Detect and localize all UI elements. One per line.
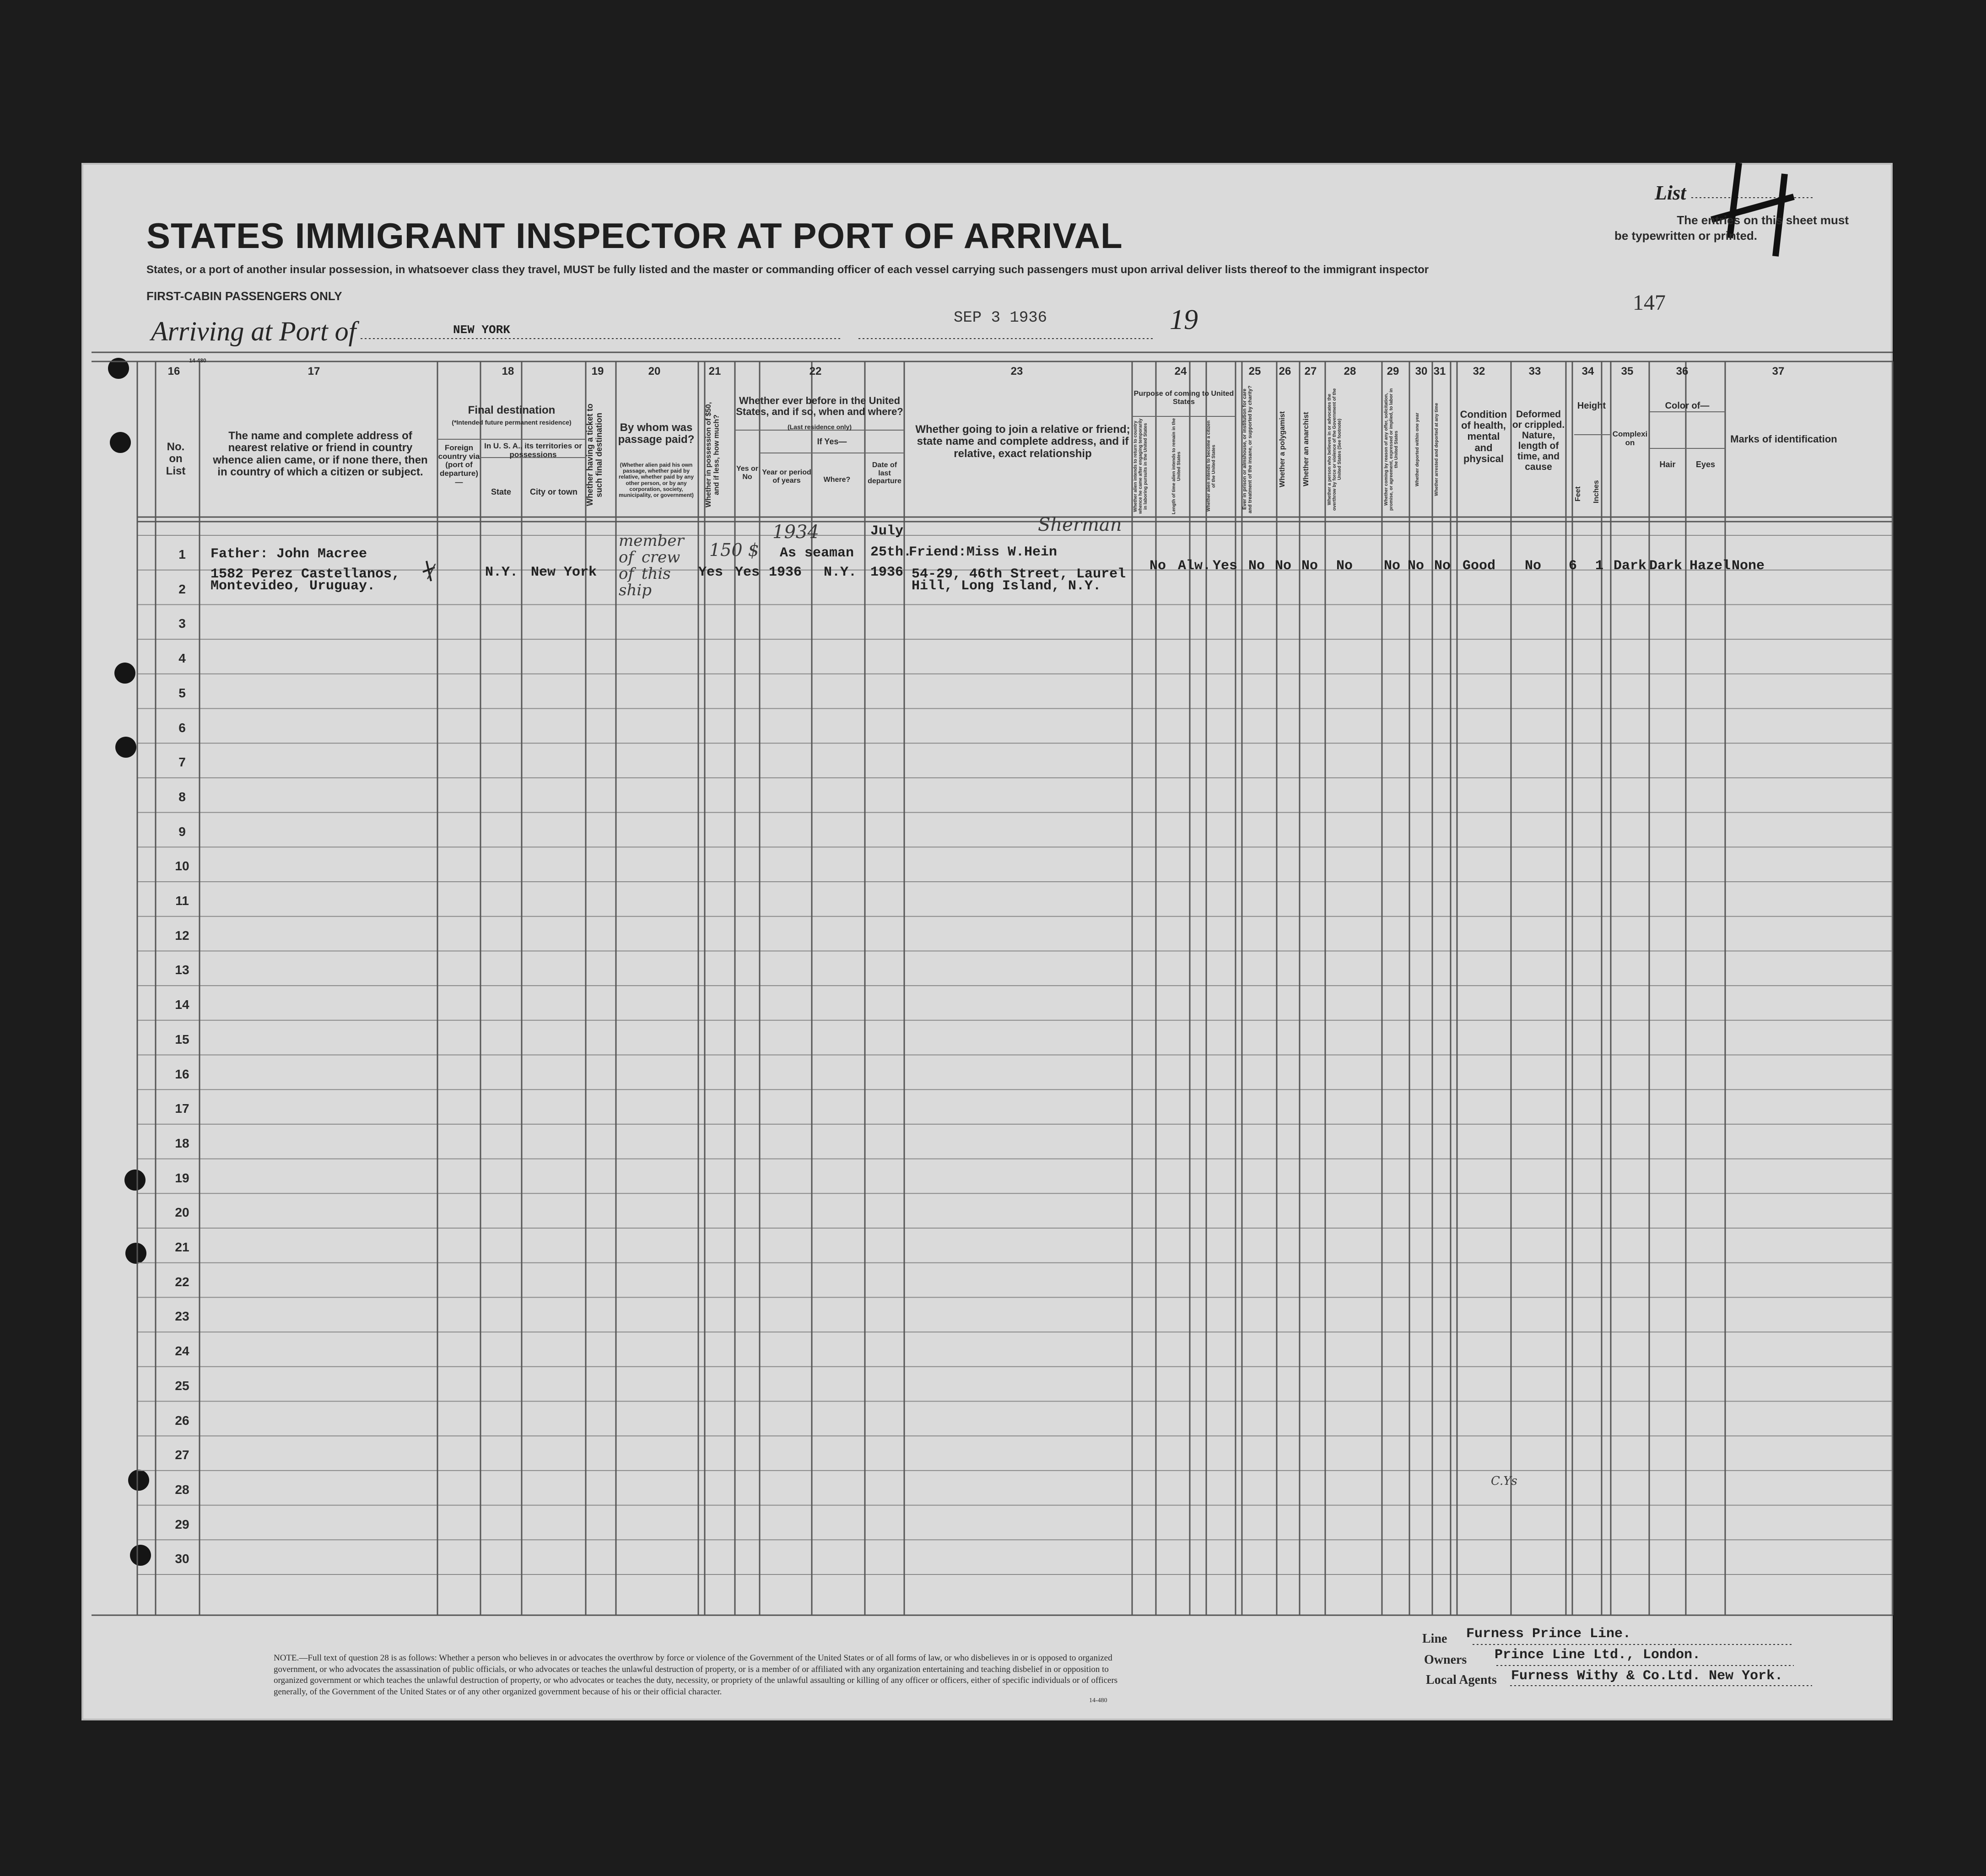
row-number: 22 bbox=[175, 1274, 189, 1289]
col27-heading: Whether an anarchist bbox=[1302, 412, 1310, 487]
col25-heading: Ever in prison or almshouse, or institution for care and treatment of the insane, or supported by charity? bbox=[1242, 385, 1253, 513]
col36-hair-heading: Hair bbox=[1659, 460, 1676, 469]
departure-day: 25th. bbox=[870, 544, 912, 560]
row-number: 5 bbox=[178, 685, 186, 700]
destination-state: N.Y. bbox=[485, 565, 518, 580]
col24-return-heading: Whether alien intends to return to country whence he came after engaging temporarily in laboring pursuits in the United States bbox=[1133, 418, 1148, 514]
col33-heading: Deformed or crippled. Nature, length of time, and cause bbox=[1512, 409, 1565, 473]
col19-number: 19 bbox=[591, 365, 604, 377]
col31-number: 31 bbox=[1433, 365, 1446, 377]
col34-inches-heading: Inches bbox=[1592, 480, 1600, 504]
row-number: 17 bbox=[175, 1101, 189, 1116]
row-number: 14 bbox=[175, 997, 189, 1012]
col26-heading: Whether a polygamist bbox=[1279, 411, 1286, 488]
port-name: NEW YORK bbox=[453, 323, 510, 337]
row-number: 12 bbox=[175, 928, 189, 943]
col22-where-heading: Where? bbox=[823, 476, 851, 484]
col37-number: 37 bbox=[1772, 365, 1785, 377]
row-number: 4 bbox=[178, 651, 186, 666]
col35-number: 35 bbox=[1621, 365, 1634, 377]
col18-heading: Final destination bbox=[468, 404, 556, 416]
col20-heading: By whom was passage paid? bbox=[618, 421, 695, 446]
col36-number: 36 bbox=[1676, 365, 1689, 377]
col35-heading: Complexion bbox=[1612, 430, 1648, 447]
departure-year: 1936 bbox=[870, 565, 904, 580]
row-number: 19 bbox=[175, 1170, 189, 1185]
prison-value: No bbox=[1248, 558, 1265, 574]
as-seaman: As seaman bbox=[780, 545, 854, 561]
col36-eyes-heading: Eyes bbox=[1695, 460, 1716, 469]
join-friend-name: Friend:Miss W.Hein bbox=[909, 544, 1058, 560]
row-number: 1 bbox=[178, 547, 186, 561]
col22-years-heading: Year or period of years bbox=[762, 469, 811, 485]
citizen-value: Yes bbox=[1213, 558, 1238, 574]
row-number: 29 bbox=[175, 1517, 189, 1531]
col18-state-heading: State bbox=[491, 487, 511, 496]
date-stamp: SEP 3 1936 bbox=[954, 309, 1047, 327]
line-label: Line bbox=[1422, 1632, 1447, 1646]
col31-heading: Whether arrested and deported at any time bbox=[1434, 403, 1439, 496]
col16-heading: No. on List bbox=[166, 441, 186, 477]
row-number: 27 bbox=[175, 1448, 189, 1462]
col23-number: 23 bbox=[1010, 365, 1023, 377]
departure-month: July bbox=[870, 523, 904, 539]
owners-label: Owners bbox=[1424, 1653, 1467, 1667]
col29-heading: Whether coming by reason of any offer, solicitation, promise, or agreement, expressed or implied, to labor in the United States bbox=[1384, 388, 1399, 511]
row-number: 28 bbox=[175, 1482, 189, 1497]
return-value: No bbox=[1150, 558, 1166, 574]
col22-subheading: (Last residence only) bbox=[787, 423, 852, 431]
col18-usa-heading: In U. S. A., its territories or possessions bbox=[484, 442, 582, 459]
anarchist-value: No bbox=[1301, 558, 1318, 574]
local-agents-label: Local Agents bbox=[1426, 1673, 1497, 1687]
row-number: 18 bbox=[175, 1136, 189, 1150]
col16-number: 16 bbox=[167, 365, 180, 377]
class-label: FIRST-CABIN PASSENGERS ONLY bbox=[146, 289, 342, 303]
row-number: 24 bbox=[175, 1344, 189, 1358]
join-address-city: Hill, Long Island, N.Y. bbox=[912, 578, 1101, 594]
col24-heading: Purpose of coming to United States bbox=[1133, 390, 1234, 406]
col17-number: 17 bbox=[308, 365, 320, 377]
col20-subheading: (Whether alien paid his own passage, whether paid by relative, whether paid by any other person, or by any corporation, society, municipality, or government) bbox=[618, 462, 694, 498]
col22-ifyes-heading: If Yes— bbox=[817, 437, 847, 446]
col28-heading: Whether a person who believes in or advocates the overthrow by force or violence of the Government of the United States (See footnote) bbox=[1327, 388, 1342, 511]
col18-city-heading: City or town bbox=[530, 487, 577, 496]
col19-heading: Whether having a ticket to such final destination bbox=[585, 403, 604, 507]
row-number: 25 bbox=[175, 1378, 189, 1393]
row-number: 15 bbox=[175, 1032, 189, 1046]
row-number: 2 bbox=[178, 582, 186, 596]
col22-yesno-heading: Yes or No bbox=[736, 465, 759, 481]
row-number: 21 bbox=[175, 1240, 189, 1254]
year-typed: 1936 bbox=[769, 565, 802, 580]
col24-number: 24 bbox=[1174, 365, 1187, 377]
eye-color: Hazel bbox=[1689, 558, 1731, 574]
col21-number: 21 bbox=[708, 365, 721, 377]
row-number: 7 bbox=[178, 755, 186, 770]
footnote-form-code: 14-480 bbox=[1089, 1697, 1107, 1704]
money-handwritten: 150 $ bbox=[709, 540, 759, 560]
relative-address-city: Montevideo, Uruguay. bbox=[210, 578, 376, 594]
complexion-value: Dark bbox=[1614, 558, 1647, 574]
row-number: 26 bbox=[175, 1413, 189, 1428]
arrested-value: No bbox=[1434, 558, 1451, 574]
col17-heading: The name and complete address of nearest relative or friend in country whence alien came, or if none there, then in country of which a citizen or subject. bbox=[213, 430, 428, 479]
row-number: 3 bbox=[178, 616, 186, 631]
passage-paid-by: member of crew of this ship bbox=[619, 532, 684, 599]
col32-heading: Condition of health, mental and physical bbox=[1460, 409, 1507, 464]
col21-heading: Whether in possession of $50, and if less, how much? bbox=[705, 402, 721, 508]
col22-heading: Whether ever before in the United States, and if so, when and where? bbox=[736, 395, 903, 418]
before-in-us: Yes bbox=[735, 565, 760, 580]
row28-scribble: C.Ys bbox=[1491, 1474, 1517, 1488]
entries-note-line2: be typewritten or printed. bbox=[1614, 229, 1758, 243]
col22-date-heading: Date of last departure bbox=[868, 461, 901, 485]
col34-feet-heading: Feet bbox=[1574, 486, 1582, 502]
col27-number: 27 bbox=[1304, 365, 1317, 377]
row-number: 6 bbox=[178, 720, 186, 735]
col30-number: 30 bbox=[1415, 365, 1428, 377]
row-number: 10 bbox=[175, 859, 189, 873]
col34-number: 34 bbox=[1581, 365, 1594, 377]
row-number: 13 bbox=[175, 963, 189, 977]
footnote-question-28: NOTE.—Full text of question 28 is as follows: Whether a person who believes in or advocates the overthrow by force or violence of the Government of the United States or of all forms of law, or who disbelieves in or is opposed to organized government, or who advocates the assassination of public officials, or who advocates or teaches the unlawful destruction of property, or is a member of or affiliated with any organization entertaining and teaching disbelief in or opposition to organized government or which teaches the unlawful destruction of property, or who advocates or teaches the duty, necessity, or propriety of the unlawful assaulting or killing of any officer or officers, either of specific individuals or of officers generally, of the Government of the United States or of any other organized government because of his or their official character. bbox=[274, 1653, 1118, 1697]
col25-number: 25 bbox=[1248, 365, 1261, 377]
length-value: Alw. bbox=[1178, 558, 1211, 574]
year-handwritten: 1934 bbox=[772, 522, 819, 543]
col18-subheading: (*Intended future permanent residence) bbox=[452, 419, 572, 426]
col30-heading: Whether deported within one year bbox=[1415, 412, 1420, 486]
col23-heading: Whether going to join a relative or friend; state name and complete address, and if relative, exact relationship bbox=[915, 423, 1130, 460]
row-number: 23 bbox=[175, 1309, 189, 1324]
height-inches: 1 bbox=[1595, 558, 1604, 574]
health-value: Good bbox=[1463, 558, 1496, 574]
foreign-country-mark: / bbox=[428, 561, 435, 582]
row-number: 9 bbox=[178, 824, 186, 839]
deported-value: No bbox=[1408, 558, 1425, 574]
col24-citizen-heading: Whether alien intends to become a citizen of the United States bbox=[1206, 420, 1216, 512]
sheet-number: 147 bbox=[1633, 291, 1666, 315]
entries-note-line1: The entries on this sheet must bbox=[1677, 213, 1849, 227]
col18-number: 18 bbox=[502, 365, 514, 377]
row-number: 16 bbox=[175, 1067, 189, 1081]
col32-number: 32 bbox=[1473, 365, 1485, 377]
list-label: List bbox=[1655, 182, 1686, 204]
col36-heading: Color of— bbox=[1665, 401, 1710, 411]
relative-name: Father: John Macree bbox=[210, 546, 367, 562]
col33-number: 33 bbox=[1528, 365, 1541, 377]
row-number: 11 bbox=[175, 894, 189, 908]
polygamist-value: No bbox=[1275, 558, 1292, 574]
local-agents-value: Furness Withy & Co.Ltd. New York. bbox=[1511, 1668, 1783, 1684]
col37-heading: Marks of identification bbox=[1730, 433, 1837, 445]
col26-number: 26 bbox=[1279, 365, 1291, 377]
arriving-label: Arriving at Port of bbox=[151, 316, 356, 346]
row-number: 30 bbox=[175, 1552, 189, 1566]
col29-number: 29 bbox=[1387, 365, 1399, 377]
row-number: 20 bbox=[175, 1205, 189, 1220]
col28-number: 28 bbox=[1344, 365, 1356, 377]
height-feet: 6 bbox=[1569, 558, 1577, 574]
page-subtitle: States, or a port of another insular possession, in whatsoever class they travel, MUST be fully listed and the master or commanding officer of each vessel carrying such passengers must upon arrival deliver lists thereof to the immigrant inspector bbox=[146, 264, 1429, 276]
row-number: 8 bbox=[178, 789, 186, 804]
where: N.Y. bbox=[824, 565, 857, 580]
corner-form-code: 14-480 bbox=[189, 357, 206, 364]
deformed-value: No bbox=[1525, 558, 1542, 574]
hair-color: Dark bbox=[1649, 558, 1683, 574]
col18-foreign-heading: Foreign country via (port of departure)— bbox=[438, 443, 480, 486]
col24-length-heading: Length of time alien intends to remain in the United States bbox=[1171, 418, 1182, 514]
owners-value: Prince Line Ltd., London. bbox=[1495, 1647, 1701, 1663]
col22-number: 22 bbox=[809, 365, 822, 377]
overthrow-value: No bbox=[1336, 558, 1353, 574]
col34-heading: Height bbox=[1577, 401, 1606, 411]
relative-address-street: 1582 Perez Castellanos, bbox=[210, 566, 400, 582]
identification-marks: None bbox=[1732, 558, 1765, 574]
col20-number: 20 bbox=[648, 365, 661, 377]
destination-city: New York bbox=[531, 565, 597, 580]
join-address-street: 54-29, 46th Street, Laurel bbox=[912, 566, 1126, 582]
page-title: STATES IMMIGRANT INSPECTOR AT PORT OF ARRIVAL bbox=[146, 216, 1123, 256]
line-value: Furness Prince Line. bbox=[1466, 1626, 1631, 1642]
labor-value: No bbox=[1384, 558, 1401, 574]
money-typed: Yes bbox=[698, 565, 723, 580]
year-prefix: 19 bbox=[1170, 304, 1198, 335]
join-handwritten-note: Sherman bbox=[1038, 514, 1122, 535]
